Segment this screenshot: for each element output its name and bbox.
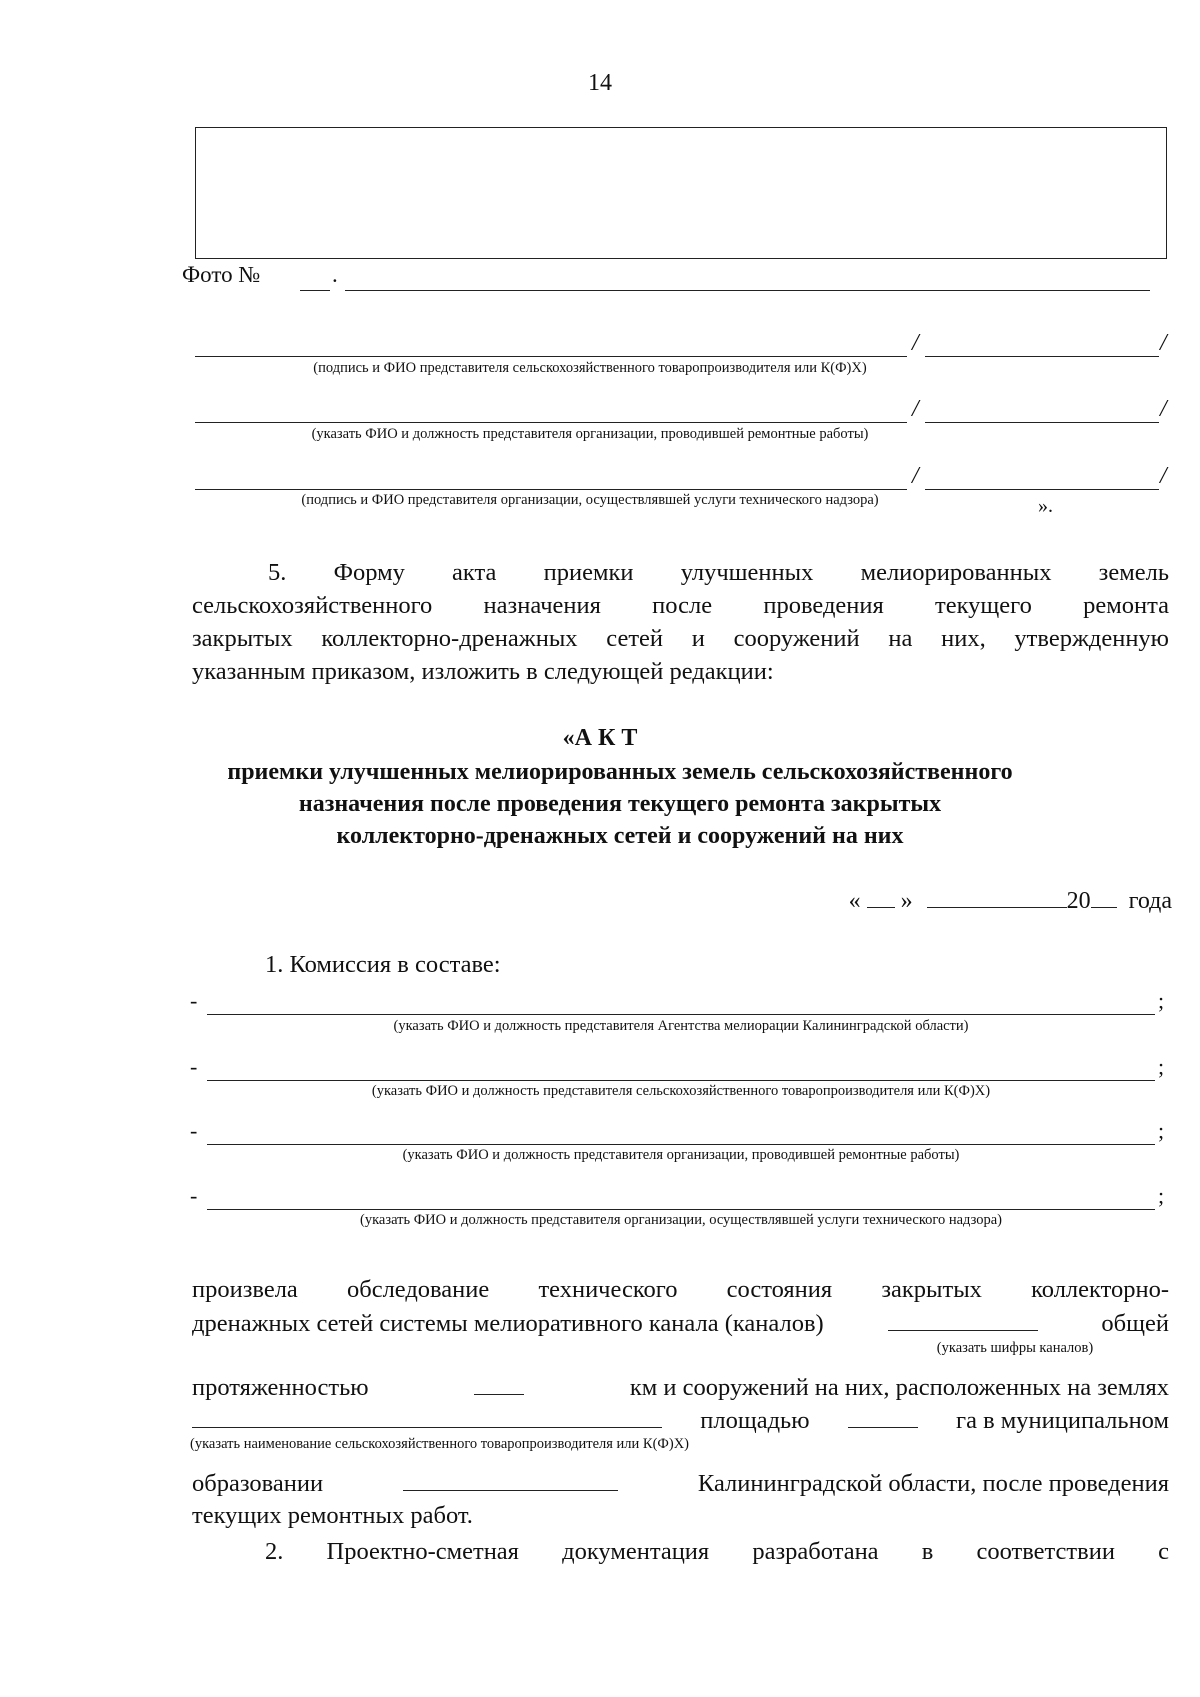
length-blank[interactable] [474,1372,524,1395]
signature-1-slash-left: / [912,330,919,356]
producer-name-blank[interactable] [192,1405,662,1428]
photo-description-blank[interactable] [345,264,1150,291]
signature-2-right-blank[interactable] [925,396,1159,423]
body-line-3 [192,1372,1169,1402]
body-line-1 [192,1276,1169,1304]
date-open-quote: « [848,888,861,914]
paragraph-5 [192,556,1169,688]
signature-1-caption: (подпись и ФИО представителя сельскохозяйственного товаропроизводителя или К(Ф)Х) [313,360,867,376]
photo-box [195,127,1167,259]
body-line-1-text: произвела обследование технического состояния закрытых коллекторно- [192,1276,1169,1303]
paragraph-5-line: закрытых коллекторно-дренажных сетей и сооружений на них, утвержденную [192,625,1169,652]
member-3-caption: (указать ФИО и должность представителя организации, проводившей ремонтные работы) [402,1147,960,1163]
channel-codes-caption: (указать шифры каналов) [936,1340,1094,1356]
signature-3-left-blank[interactable] [195,463,907,490]
photo-dot: . [332,262,338,287]
body-line-5-end: Калининградской области, после проведения [697,1470,1169,1497]
body-line-4-text: площадью [700,1407,810,1434]
photo-label: Фото № [182,262,261,287]
member-1-dash: - [190,988,198,1013]
member-2-blank[interactable] [207,1056,1155,1081]
member-1-blank[interactable] [207,990,1155,1015]
body-line-2-end: общей [1101,1310,1169,1337]
body-line-5-text: образовании [192,1470,324,1497]
signature-3-slash-right: / [1160,463,1167,489]
act-title-heading: «А К Т [562,725,638,751]
member-1-semicolon: ; [1158,988,1165,1013]
photo-number-blank[interactable] [300,264,330,291]
body-line-5 [192,1468,1169,1498]
body-line-2 [192,1308,1169,1338]
signature-2-left-blank[interactable] [195,396,907,423]
member-3-semicolon: ; [1158,1118,1165,1143]
producer-caption: (указать наименование сельскохозяйственного товаропроизводителя или К(Ф)Х) [190,1436,690,1452]
closing-quote: ». [1038,495,1053,517]
signature-2-slash-right: / [1160,396,1167,422]
body-line-3-text: протяженностью [192,1374,369,1401]
commission-heading: 1. Комиссия в составе: [265,951,501,978]
year-blank[interactable] [1091,885,1117,908]
body-line-4 [192,1405,1169,1435]
member-2-dash: - [190,1054,198,1079]
paragraph-5-line: 5. Форму акта приемки улучшенных мелиорированных земель [268,559,1169,586]
act-title-line: коллекторно-дренажных сетей и сооружений на них [336,823,904,849]
signature-2-slash-left: / [912,396,919,422]
date-line [849,885,1172,915]
date-close-quote: » [900,888,913,914]
member-4-semicolon: ; [1158,1183,1165,1208]
municipality-blank[interactable] [403,1468,618,1491]
member-4-blank[interactable] [207,1185,1155,1210]
body-line-6: текущих ремонтных работ. [192,1502,473,1529]
act-title-line: назначения после проведения текущего ремонта закрытых [298,791,942,817]
signature-3-right-blank[interactable] [925,463,1159,490]
signature-2-caption: (указать ФИО и должность представителя организации, проводившей ремонтные работы) [311,426,869,442]
page-number: 14 [588,70,612,96]
body-line-2-text: дренажных сетей системы мелиоративного канала (каналов) [192,1310,824,1337]
channel-codes-blank[interactable] [888,1308,1038,1331]
paragraph-5-line: сельскохозяйственного назначения после проведения текущего ремонта [192,592,1169,619]
signature-1-slash-right: / [1160,330,1167,356]
day-blank[interactable] [867,885,895,908]
body-line-3-end: км и сооружений на них, расположенных на землях [629,1374,1169,1401]
body-line-7-text: 2. Проектно-сметная документация разработана в соответствии с [265,1538,1169,1565]
member-4-caption: (указать ФИО и должность представителя организации, осуществлявшей услуги технического надзора) [360,1212,1002,1228]
month-blank[interactable] [927,885,1067,908]
paragraph-5-line: указанным приказом, изложить в следующей редакции: [192,658,774,685]
member-1-caption: (указать ФИО и должность представителя Агентства мелиорации Калининградской области) [393,1018,969,1034]
member-2-caption: (указать ФИО и должность представителя сельскохозяйственного товаропроизводителя или К(Ф)Х) [371,1083,991,1099]
signature-3-slash-left: / [912,463,919,489]
body-line-7 [265,1538,1169,1566]
member-2-semicolon: ; [1158,1054,1165,1079]
member-3-dash: - [190,1118,198,1143]
signature-3-caption: (подпись и ФИО представителя организации, осуществлявшей услуги технического надзора) [301,492,879,508]
signature-1-right-blank[interactable] [925,330,1159,357]
body-line-4-end: га в муниципальном [956,1407,1169,1434]
century: 20 [1066,888,1091,914]
year-word: года [1128,888,1172,914]
member-3-blank[interactable] [207,1120,1155,1145]
act-title-line: приемки улучшенных мелиорированных земель сельскохозяйственного [227,759,1013,785]
signature-1-left-blank[interactable] [195,330,907,357]
member-4-dash: - [190,1183,198,1208]
area-blank[interactable] [848,1405,918,1428]
